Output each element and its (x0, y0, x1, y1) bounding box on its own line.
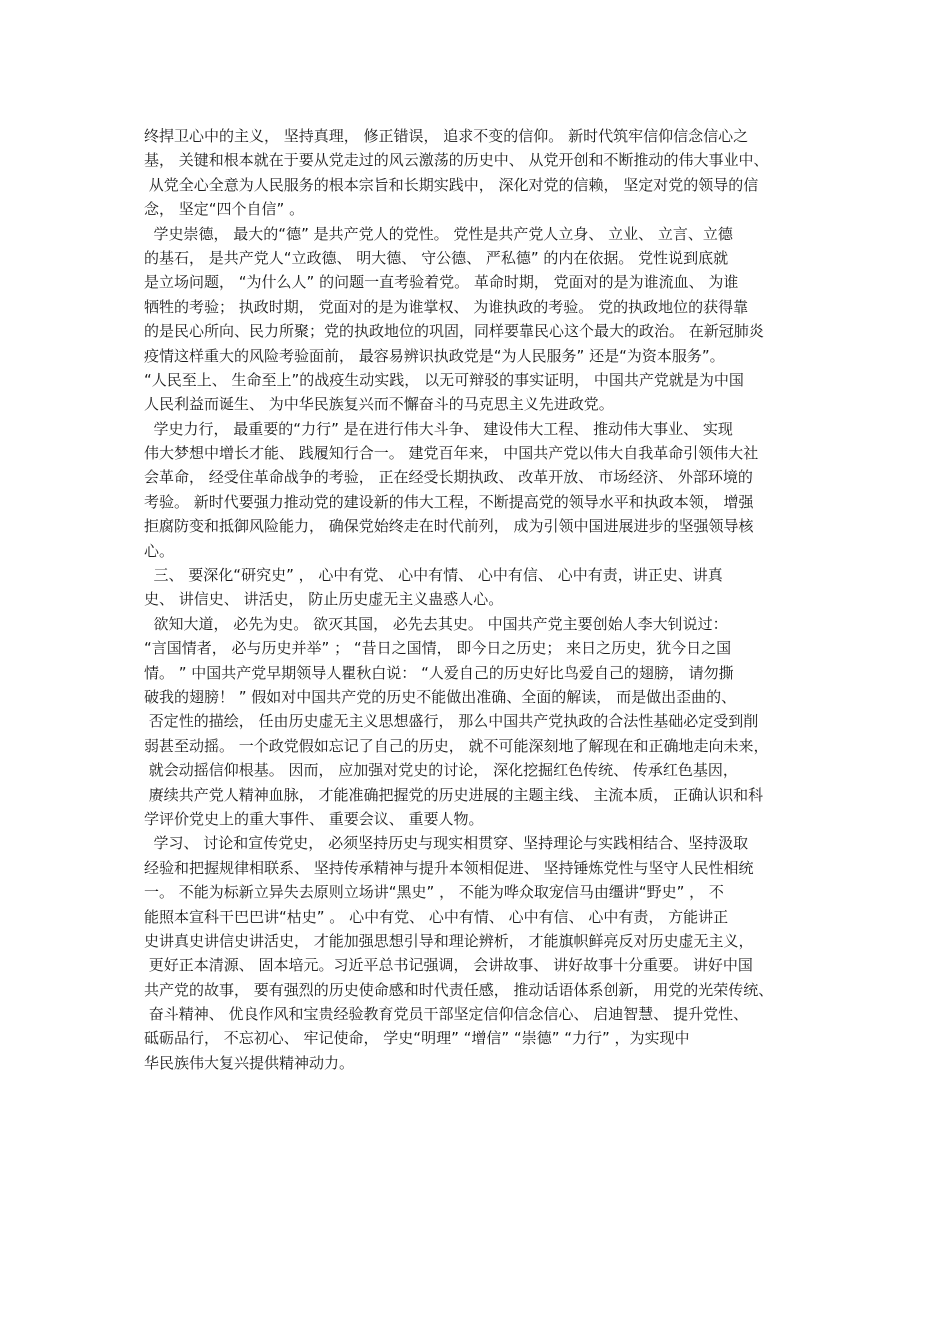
text-line: 三、 要深化“研究史” ， 心中有党、 心中有情、 心中有信、 心中有责，讲正史、讲真 (144, 566, 723, 585)
text-line: 华民族伟大复兴提供精神动力。 (144, 1053, 355, 1072)
text-line: 从党全心全意为人民服务的根本宗旨和长期实践中， 深化对党的信赖， 坚定对党的领导的信 (144, 175, 759, 194)
text-line: 经验和把握规律相联系、 坚持传承精神与提升本领相促进、 坚持锤炼党性与坚守人民性相统 (144, 858, 754, 877)
text-line: 赓续共产党人精神血脉， 才能准确把握党的历史进展的主题主线、 主流本质， 正确认识和科 (144, 785, 764, 804)
text-line: 基， 关键和根本就在于要从党走过的风云激荡的历史中、 从党开创和不断推动的伟大事业中、 (144, 151, 769, 170)
text-line: 砥砺品行， 不忘初心、 牢记使命， 学史“明理” “增信” “崇德” “力行” ，为实现中 (144, 1029, 690, 1048)
text-line: 史讲真史讲信史讲活史， 才能加强思想引导和理论辨析， 才能旗帜鲜亮反对历史虚无主义， (144, 931, 754, 950)
text-line: 的是民心所向、民力所聚；党的执政地位的巩固，同样要靠民心这个最大的政治。 在新冠肺炎 (144, 322, 764, 341)
text-line: 学史力行， 最重要的“力行” 是在进行伟大斗争、 建设伟大工程、 推动伟大事业、 实现 (144, 419, 733, 438)
text-line: 弱甚至动摇。 一个政党假如忘记了自己的历史， 就不可能深刻地了解现在和正确地走向未来， (144, 736, 769, 755)
text-line: 欲知大道， 必先为史。 欲灭其国， 必先去其史。 中国共产党主要创始人李大钊说过： (144, 614, 728, 633)
text-line: 人民利益而诞生、 为中华民族复兴而不懈奋斗的马克思主义先进政党。 (144, 395, 614, 414)
text-line: 的基石， 是共产党人“立政德、 明大德、 守公德、 严私德” 的内在依据。 党性说到底就 (144, 248, 729, 267)
text-line: 共产党的故事， 要有强烈的历史使命感和时代责任感， 推动话语体系创新， 用党的光荣传统、 (144, 980, 774, 999)
body-text (144, 124, 824, 1075)
text-line: 学评价党史上的重大事件、 重要会议、 重要人物。 (144, 809, 484, 828)
text-line: 就会动摇信仰根基。 因而， 应加强对党史的讨论， 深化挖掘红色传统、 传承红色基因， (144, 761, 738, 780)
text-line: 否定性的描绘， 任由历史虚无主义思想盛行， 那么中国共产党执政的合法性基础必定受到削 (144, 712, 759, 731)
text-line: 伟大梦想中增长才能、 践履知行合一。 建党百年来， 中国共产党以伟大自我革命引领伟大社 (144, 444, 759, 463)
text-line: 更好正本清源、 固本培元。习近平总书记强调， 会讲故事、 讲好故事十分重要。 讲好中国 (144, 956, 753, 975)
text-line: 疫情这样重大的风险考验面前， 最容易辨识执政党是“为人民服务” 还是“为资本服务”。 (144, 346, 725, 365)
text-line: 学习、 讨论和宣传党史， 必须坚持历史与现实相贯穿、坚持理论与实践相结合、坚持汲取 (144, 834, 749, 853)
text-line: 拒腐防变和抵御风险能力， 确保党始终走在时代前列， 成为引领中国进展进步的坚强领导核 (144, 517, 754, 536)
text-line: 终捍卫心中的主义， 坚持真理， 修正错误， 追求不变的信仰。 新时代筑牢信仰信念信心之 (144, 127, 749, 145)
text-line: 学史崇德， 最大的“德” 是共产党人的党性。 党性是共产党人立身、 立业、 立言、立德 (144, 224, 733, 243)
text-line: 考验。 新时代要强力推动党的建设新的伟大工程，不断提高党的领导水平和执政本领， 增强 (144, 492, 754, 511)
text-line: 史、 讲信史、 讲活史， 防止历史虚无主义蛊惑人心。 (144, 590, 504, 609)
text-line: 奋斗精神、 优良作风和宝贵经验教育党员干部坚定信仰信念信心、 启迪智慧、 提升党性、 (144, 1005, 749, 1024)
text-line: “言国情者， 必与历史并举” ； “昔日之国情， 即今日之历史； 来日之历史，犹今日之国 (144, 639, 732, 658)
text-line: 牺牲的考验； 执政时期， 党面对的是为谁掌权、 为谁执政的考验。 党的执政地位的获得靠 (144, 297, 749, 316)
text-line: 破我的翅膀！ ” 假如对中国共产党的历史不能做出准确、全面的解读， 而是做出歪曲的、 (144, 687, 737, 706)
text-line: 是立场问题， “为什么人” 的问题一直考验着党。 革命时期， 党面对的是为谁流血、 为谁 (144, 273, 739, 292)
text-line: 心。 (144, 541, 175, 560)
text-line: 能照本宣科干巴巴讲“枯史” 。 心中有党、 心中有情、 心中有信、 心中有责， 方能讲正 (144, 907, 729, 926)
text-line: 念， 坚定“四个自信” 。 (144, 200, 305, 219)
text-line: 会革命， 经受住革命战争的考验， 正在经受长期执政、 改革开放、 市场经济、 外部环境的 (144, 468, 753, 487)
text-line: 一。 不能为标新立异失去原则立场讲“黑史” ， 不能为哗众取宠信马由缰讲“野史” ， 不 (144, 883, 724, 902)
text-line: “人民至上、 生命至上”的战疫生动实践， 以无可辩驳的事实证明， 中国共产党就是为中国 (144, 370, 744, 389)
text-line: 情。 ” 中国共产党早期领导人瞿秋白说： “人爱自己的历史好比鸟爱自己的翅膀， 请勿撕 (144, 663, 734, 682)
